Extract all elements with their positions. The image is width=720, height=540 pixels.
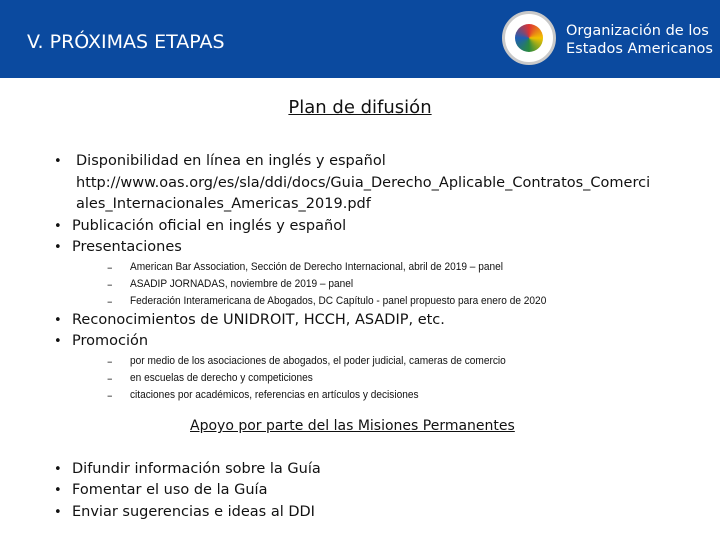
apoyo-heading: Apoyo por parte del las Misiones Permanentes bbox=[190, 418, 515, 434]
guide-link[interactable]: http://www.oas.org/es/sla/ddi/docs/Guia_Derecho_Aplicable_Contratos_Comerci bbox=[76, 175, 651, 191]
guide-link-cont[interactable]: ales_Internacionales_Americas_2019.pdf bbox=[76, 196, 371, 212]
bullet-promotion: Promoción bbox=[72, 333, 149, 349]
promotion-item: por medio de los asociaciones de abogados, el poder judicial, cameras de comercio bbox=[130, 355, 506, 367]
promotion-item: en escuelas de derecho y competiciones bbox=[130, 372, 313, 384]
apoyo-item: Fomentar el uso de la Guía bbox=[72, 482, 268, 498]
bullet-online: Disponibilidad en línea en inglés y español bbox=[76, 153, 386, 169]
promotion-item: citaciones por académicos, referencias en artículos y decisiones bbox=[130, 389, 419, 401]
bullet-presentations: Presentaciones bbox=[72, 239, 182, 255]
bullet-publication: Publicación oficial en inglés y español bbox=[72, 218, 347, 234]
apoyo-item: Enviar sugerencias e ideas al DDI bbox=[72, 504, 315, 520]
presentation-item: ASADIP JORNADAS, noviembre de 2019 – panel bbox=[130, 278, 354, 290]
slide-title: V. PRÓXIMAS ETAPAS bbox=[27, 31, 225, 53]
apoyo-item: Difundir información sobre la Guía bbox=[72, 461, 321, 477]
presentation-item: Federación Interamericana de Abogados, DC Capítulo - panel propuesto para enero de 2020 bbox=[130, 295, 547, 307]
presentation-item: American Bar Association, Sección de Derecho Internacional, abril de 2019 – panel bbox=[130, 261, 503, 273]
plan-heading: Plan de difusión bbox=[288, 97, 432, 118]
slide-header bbox=[0, 0, 720, 78]
oas-seal-logo bbox=[502, 11, 556, 65]
org-name: Organización de los Estados Americanos bbox=[566, 23, 713, 57]
bullet-recognition: Reconocimientos de UNIDROIT, HCCH, ASADIP, etc. bbox=[72, 312, 445, 328]
